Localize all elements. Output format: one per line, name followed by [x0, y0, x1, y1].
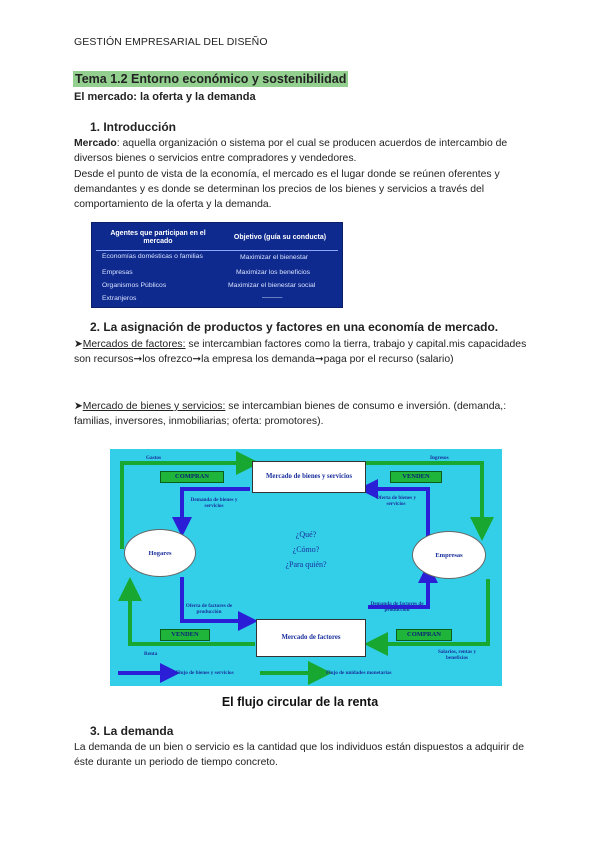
goods-markets-text: se intercambian bienes de consumo e inversión. (demanda,: familias, inversores, inmobiliarias; oferta: promotores). [74, 401, 507, 428]
subtitle: El mercado: la oferta y la demanda [74, 91, 256, 103]
table-cell: Empresas [102, 269, 133, 276]
question-how: ¿Cómo? [292, 545, 320, 554]
table-cell: Economías domésticas o familias [102, 253, 203, 260]
table-divider [96, 250, 338, 251]
goods-market-box: Mercado de bienes y servicios [252, 461, 366, 493]
compran-top-label: COMPRAN [160, 471, 224, 483]
term-mercado: Mercado [74, 138, 117, 149]
diagram-caption: El flujo circular de la renta [221, 695, 379, 709]
demand-factors-label: Demanda de factores de producción [370, 601, 424, 613]
section-3-heading: 3. La demanda [90, 724, 174, 738]
topic-title: Tema 1.2 Entorno económico y sostenibilidad [75, 72, 347, 86]
section-3-text: La demanda de un bien o servicio es la cantidad que los individuos están dispuestos a adquirir de éste durante un periodo de tiempo concreto. [74, 742, 524, 769]
arrow-bullet-icon: ➤ [74, 401, 83, 412]
section-1-heading: 1. Introducción [90, 120, 177, 134]
arrow-bullet-icon: ➤ [74, 339, 83, 350]
definition-text: : aquella organización o sistema por el cual se producen acuerdos de intercambio de diversos bienes o servicios entre compradores y vendedores. [74, 138, 508, 165]
table-cell: Organismos Públicos [102, 282, 167, 289]
table-cell: Maximizar el bienestar social [228, 282, 316, 289]
supply-factors-label: Oferta de factores de producción [185, 603, 233, 615]
legend-money-flow: Flujo de unidades monetarias [326, 670, 392, 676]
page-header: GESTIÓN EMPRESARIAL DEL DISEÑO [74, 36, 268, 48]
venden-bottom-label: VENDEN [160, 629, 210, 641]
section-1-definition [74, 136, 544, 212]
section-2-heading: 2. La asignación de productos y factores en una economía de mercado. [90, 320, 499, 334]
agents-table [91, 222, 343, 308]
ingresos-label: Ingresos [430, 455, 449, 461]
table-cell: ——— [262, 294, 283, 301]
table-header-objective: Objetivo (guía su conducta) [233, 234, 327, 241]
firms-node: Empresas [412, 531, 486, 579]
section-1-paragraph: Desde el punto de vista de la economía, el mercado es el lugar donde se reúnen oferentes y demandantes y es donde se determinan los precios de los bienes y servicios a través del comportamiento de la oferta y la demanda. [74, 168, 500, 211]
renta-label: Renta [144, 651, 158, 657]
factor-market-box: Mercado de factores [256, 619, 366, 657]
factor-markets-bullet [74, 337, 544, 368]
venden-top-label: VENDEN [390, 471, 442, 483]
table-cell: Maximizar los beneficios [236, 269, 311, 276]
question-for-whom: ¿Para quién? [285, 560, 327, 569]
table-header-agents: Agentes que participan en el mercado [110, 230, 206, 245]
gastos-label: Gastos [146, 455, 161, 461]
table-cell: Extranjeros [102, 295, 137, 302]
compran-bottom-label: COMPRAN [396, 629, 452, 641]
salaries-label: Salarios, rentas y beneficios [437, 649, 477, 661]
circular-flow-diagram [110, 449, 502, 686]
demand-goods-label: Demanda de bienes y servicios [190, 497, 238, 509]
question-what: ¿Qué? [295, 530, 317, 539]
factor-markets-label: Mercados de factores: [82, 339, 186, 350]
goods-markets-bullet [74, 399, 544, 430]
supply-goods-label: Oferta de bienes y servicios [375, 495, 417, 507]
factor-markets-text: se intercambian factores como la tierra, trabajo y capital.mis capacidades son recursos➞los ofrezco➞la empresa los demanda➞paga por el recurso (salario) [74, 339, 527, 366]
goods-markets-label: Mercado de bienes y servicios: [82, 401, 226, 412]
households-node: Hogares [124, 529, 196, 577]
table-cell: Maximizar el bienestar [240, 254, 308, 261]
legend-goods-flow: Flujo de bienes y servicios [176, 670, 234, 676]
